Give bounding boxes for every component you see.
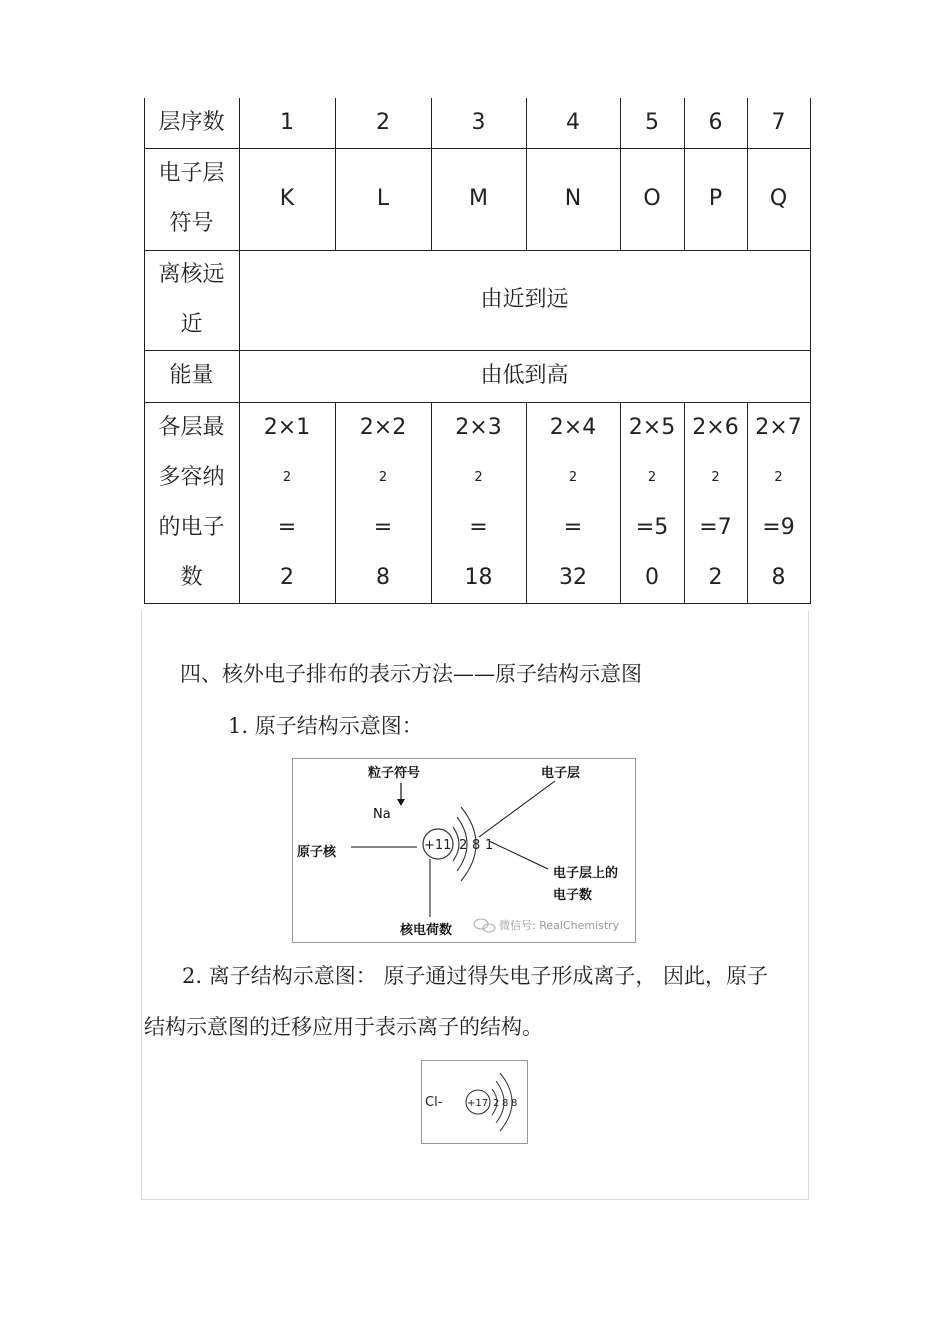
formula-text: = — [563, 514, 583, 540]
formula-text: =7 — [699, 514, 732, 540]
max-electrons-cell — [526, 402, 620, 603]
row-label-energy: 能量 — [169, 363, 214, 388]
element-symbol: Na — [373, 807, 391, 822]
nucleus-label: 原子核 — [297, 845, 337, 860]
formula-text: 2×5 — [628, 414, 676, 440]
item-2-line-2: 结构示意图的迁移应用于表示离子的结构。 — [144, 1015, 543, 1039]
layer-symbol-cell: L — [376, 186, 390, 211]
row-label-line: 离核远 — [158, 262, 225, 287]
electron-shell-label: 电子层 — [541, 766, 581, 781]
shell-electron-count: 8 — [472, 838, 481, 853]
formula-sub: 2 — [568, 469, 578, 485]
item-2-line-1: 2. 离子结构示意图： 原子通过得失电子形成离子， 因此，原子 — [182, 964, 769, 988]
formula-text: = — [469, 514, 488, 540]
shell-electron-count: 1 — [485, 838, 494, 853]
max-electrons-cell — [335, 402, 431, 603]
formula-result: 2 — [708, 564, 723, 590]
energy-value-cell: 由低到高 — [480, 363, 569, 388]
item-1-heading: 1. 原子结构示意图： — [228, 714, 423, 738]
arrow-head-icon — [397, 799, 405, 806]
shell-electron-count: 2 — [493, 1098, 500, 1109]
row-label-line: 各层最 — [158, 414, 225, 440]
formula-result: 0 — [645, 564, 659, 590]
row-label-line: 的电子 — [158, 514, 225, 540]
layer-number-cell: 4 — [566, 110, 580, 135]
formula-sub: 2 — [474, 469, 483, 485]
formula-text: = — [277, 514, 297, 540]
formula-text: 2×2 — [359, 414, 407, 440]
row-label-distance — [144, 250, 239, 350]
row-label-layer-symbol — [144, 148, 239, 250]
particle-symbol-label: 粒子符号 — [368, 766, 421, 781]
electron-count-label: 电子数 — [553, 888, 593, 903]
max-electrons-cell — [747, 402, 810, 603]
formula-text: =9 — [762, 514, 795, 540]
row-label-layer-number: 层序数 — [158, 110, 225, 135]
formula-text: 2×1 — [263, 414, 311, 440]
max-electrons-cell — [239, 402, 335, 603]
formula-sub: 2 — [647, 469, 657, 485]
row-label-line: 多容纳 — [158, 464, 225, 490]
electron-count-pointer-line — [489, 841, 548, 869]
formula-sub: 2 — [282, 469, 292, 485]
shell-pointer-line — [479, 781, 555, 837]
formula-text: 2×4 — [549, 414, 597, 440]
row-label-line: 数 — [180, 564, 203, 590]
formula-result: 8 — [771, 564, 786, 590]
layer-symbol-cell: Q — [769, 186, 788, 211]
shell-electron-count: 8 — [502, 1098, 509, 1109]
row-label-line: 近 — [180, 312, 203, 337]
distance-value-cell: 由近到远 — [480, 287, 569, 312]
ion-symbol: Cl- — [425, 1095, 443, 1110]
layer-number-cell: 6 — [708, 110, 723, 135]
layer-number-cell: 1 — [280, 110, 294, 135]
formula-sub: 2 — [711, 469, 720, 485]
row-label-line: 符号 — [169, 211, 214, 236]
nuclear-charge-label: 核电荷数 — [400, 923, 453, 938]
formula-sub: 2 — [774, 469, 783, 485]
formula-result: 8 — [376, 564, 390, 590]
max-electrons-cell — [620, 402, 684, 603]
layer-symbol-cell: M — [469, 186, 488, 211]
max-electrons-cell — [684, 402, 747, 603]
shell-electron-count: 2 — [459, 838, 468, 853]
max-electrons-cell — [431, 402, 526, 603]
formula-sub: 2 — [378, 469, 388, 485]
row-label-max-electrons — [144, 402, 239, 603]
atom-diagram-svg — [293, 759, 635, 942]
electron-shell-table — [0, 0, 950, 610]
electron-count-label: 电子层上的 — [553, 866, 619, 881]
atom-structure-diagram — [292, 758, 636, 943]
section-heading: 四、核外电子排布的表示方法——原子结构示意图 — [180, 662, 642, 686]
formula-result: 2 — [280, 564, 294, 590]
formula-text: 2×3 — [455, 414, 502, 440]
layer-number-cell: 5 — [645, 110, 659, 135]
layer-symbol-cell: K — [279, 186, 295, 211]
shell-electron-count: 8 — [511, 1098, 518, 1109]
ion-nucleus-charge: +17 — [467, 1098, 489, 1109]
formula-text: 2×7 — [755, 414, 802, 440]
layer-symbol-cell: N — [564, 186, 582, 211]
layer-number-cell: 2 — [376, 110, 390, 135]
ion-diagram-svg — [422, 1061, 527, 1143]
formula-text: 2×6 — [692, 414, 739, 440]
nucleus-charge: +11 — [424, 838, 452, 853]
formula-result: 32 — [559, 564, 587, 590]
watermark-text: 微信号: RealChemistry — [499, 919, 620, 932]
formula-text: = — [373, 514, 393, 540]
row-label-line: 电子层 — [158, 161, 225, 186]
formula-result: 18 — [464, 564, 493, 590]
layer-symbol-cell: P — [708, 186, 723, 211]
layer-symbol-cell: O — [643, 186, 661, 211]
wechat-icon — [474, 919, 495, 932]
layer-number-cell: 7 — [771, 110, 786, 135]
formula-text: =5 — [635, 514, 669, 540]
layer-number-cell: 3 — [471, 110, 486, 135]
ion-structure-diagram — [421, 1060, 528, 1144]
